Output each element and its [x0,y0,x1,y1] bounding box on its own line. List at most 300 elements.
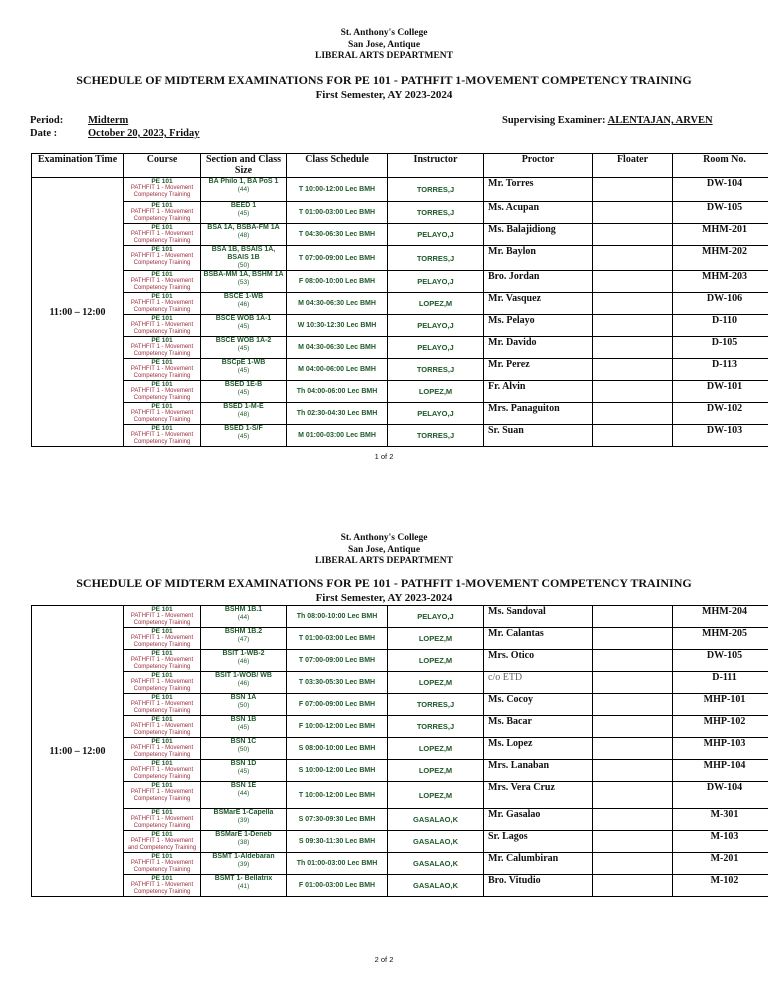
course-cell [124,738,201,760]
table-row [32,628,768,650]
class-schedule-cell: Th 04:00-06:00 Lec BMH [287,381,388,403]
course-cell [124,606,201,628]
date-value: October 20, 2023, Friday [88,128,200,139]
section-cell [201,606,287,628]
course-code: PE 101 [151,293,173,300]
room-cell: MHM-203 [673,271,768,293]
class-size: (47) [237,636,250,643]
room-cell: MHM-205 [673,628,768,650]
class-size: (46) [237,680,250,687]
course-code: PE 101 [151,202,173,209]
course-cell [124,359,201,381]
class-size: (45) [237,724,250,731]
table-row [32,760,768,782]
date-label: Date : [30,128,58,139]
course-cell [124,178,201,202]
class-size: (44) [237,186,250,193]
course-name-cont: and Competency Training [127,845,197,851]
floater-cell [593,606,673,628]
class-schedule-cell: W 10:30-12:30 Lec BMH [287,315,388,337]
table-row [32,337,768,359]
room-cell: M-201 [673,853,768,875]
floater-cell [593,271,673,293]
floater-cell [593,738,673,760]
course-name: PATHFIT 1 - Movement [130,816,194,822]
floater-cell [593,875,673,897]
course-code: PE 101 [151,672,173,679]
document-title: SCHEDULE OF MIDTERM EXAMINATIONS FOR PE 101 - PATHFIT 1-MOVEMENT COMPETENCY TRAINING [76,576,692,590]
proctor-cell: Mrs. Panaguiton [484,403,593,425]
instructor-cell: LOPEZ,M [388,628,484,650]
course-cell [124,716,201,738]
class-size: (53) [237,279,250,286]
proctor-cell: Mr. Calantas [484,628,593,650]
course-cell [124,202,201,224]
proctor-cell: Fr. Alvin [484,381,593,403]
course-name-cont: Competency Training [133,439,191,445]
floater-cell [593,403,673,425]
section-cell [201,628,287,650]
course-name-cont: Competency Training [133,620,191,626]
table-row [32,782,768,809]
class-schedule-cell: F 07:00-09:00 Lec BMH [287,694,388,716]
course-name-cont: Competency Training [133,823,191,829]
table-row [32,224,768,246]
course-code: PE 101 [151,875,173,882]
course-name-cont: Competency Training [133,260,191,266]
course-name: PATHFIT 1 - Movement [130,322,194,328]
section-name: BSN 1D [230,760,257,767]
course-cell [124,425,201,447]
exam-time-cell: 11:00 – 12:00 [32,606,124,897]
class-size: (48) [237,411,250,418]
course-name-cont: Competency Training [133,285,191,291]
course-name-cont: Competency Training [133,686,191,692]
period-line [30,114,129,128]
class-schedule-cell: T 01:00-03:00 Lec BMH [287,628,388,650]
room-cell: MHP-102 [673,716,768,738]
section-cell [201,650,287,672]
section-name: BSED 1-M-E [223,403,264,410]
header-room: Room No. [673,154,768,178]
instructor-cell: LOPEZ,M [388,738,484,760]
course-name: PATHFIT 1 - Movement [130,613,194,619]
course-code: PE 101 [151,359,173,366]
class-size: (50) [237,746,250,753]
course-name-cont: Competency Training [133,642,191,648]
table-row [32,809,768,831]
instructor-cell: GASALAO,K [388,875,484,897]
instructor-cell: PELAYO,J [388,606,484,628]
proctor-cell: Ms. Lopez [484,738,593,760]
floater-cell [593,337,673,359]
college-name: St. Anthony's College [340,28,428,38]
table-row [32,381,768,403]
proctor-cell: Ms. Pelayo [484,315,593,337]
course-cell [124,337,201,359]
course-cell [124,650,201,672]
section-cell [201,782,287,809]
course-name: PATHFIT 1 - Movement [130,701,194,707]
course-cell [124,694,201,716]
department-name: LIBERAL ARTS DEPARTMENT [315,51,453,61]
proctor-cell: Mr. Baylon [484,246,593,271]
class-size: (38) [237,839,250,846]
period-label: Period: [30,115,64,126]
course-name: PATHFIT 1 - Movement [130,635,194,641]
table-row [32,202,768,224]
proctor-cell: Bro. Jordan [484,271,593,293]
course-cell [124,293,201,315]
instructor-cell: PELAYO,J [388,403,484,425]
course-name: PATHFIT 1 - Movement [130,838,194,844]
course-code: PE 101 [151,315,173,322]
college-name: St. Anthony's College [340,533,428,543]
floater-cell [593,202,673,224]
course-cell [124,809,201,831]
section-name: BSBA-MM 1A, BSHM 1A [203,271,284,278]
header-exam-time: Examination Time [32,154,124,178]
class-schedule-cell: M 01:00-03:00 Lec BMH [287,425,388,447]
section-cell [201,315,287,337]
table-row [32,875,768,897]
section-name: BEED 1 [230,202,257,209]
room-cell: MHM-201 [673,224,768,246]
course-name-cont: Competency Training [133,752,191,758]
section-cell [201,337,287,359]
class-size: (45) [237,433,250,440]
section-cell [201,738,287,760]
course-name-cont: Competency Training [133,664,191,670]
class-schedule-cell: T 07:00-09:00 Lec BMH [287,246,388,271]
header-section: Section and Class Size [201,154,287,178]
room-cell: MHM-204 [673,606,768,628]
room-cell: DW-101 [673,381,768,403]
course-name: PATHFIT 1 - Movement [130,789,194,795]
table-row [32,403,768,425]
section-cell [201,875,287,897]
class-schedule-cell: T 07:00-09:00 Lec BMH [287,650,388,672]
document-subtitle: First Semester, AY 2023-2024 [315,592,453,604]
schedule-table-page1 [31,153,768,447]
room-cell: M-301 [673,809,768,831]
instructor-cell: TORRES,J [388,246,484,271]
course-name: PATHFIT 1 - Movement [130,723,194,729]
course-name: PATHFIT 1 - Movement [130,410,194,416]
table-row [32,425,768,447]
class-schedule-cell: T 03:30-05:30 Lec BMH [287,672,388,694]
instructor-cell: TORRES,J [388,425,484,447]
header-proctor: Proctor [484,154,593,178]
floater-cell [593,246,673,271]
room-cell: DW-102 [673,403,768,425]
course-name: PATHFIT 1 - Movement [130,767,194,773]
course-cell [124,831,201,853]
proctor-cell: Mr. Davido [484,337,593,359]
course-code: PE 101 [151,694,173,701]
course-code: PE 101 [151,831,173,838]
course-name-cont: Competency Training [133,329,191,335]
floater-cell [593,716,673,738]
section-name: BSCpE 1-WB [221,359,266,366]
proctor-cell: Ms. Cocoy [484,694,593,716]
college-location: San Jose, Antique [347,39,421,50]
course-name-cont: Competency Training [133,351,191,357]
table-row [32,738,768,760]
course-cell [124,224,201,246]
course-code: PE 101 [151,381,173,388]
room-cell: MHP-103 [673,738,768,760]
examiner-label: Supervising Examiner: [502,115,606,126]
course-name-cont: Competency Training [133,730,191,736]
course-cell [124,403,201,425]
header-floater: Floater [593,154,673,178]
course-code: PE 101 [151,760,173,767]
section-cell [201,425,287,447]
exam-time-cell: 11:00 – 12:00 [32,178,124,447]
class-size: (44) [237,614,250,621]
room-cell: MHP-104 [673,760,768,782]
section-name: BA Philo 1, BA PoS 1 [208,178,279,185]
section-name: BSCE 1-WB [223,293,264,300]
proctor-cell: Mr. Gasalao [484,809,593,831]
instructor-cell: PELAYO,J [388,337,484,359]
course-name: PATHFIT 1 - Movement [130,860,194,866]
floater-cell [593,628,673,650]
header-class-schedule: Class Schedule [287,154,388,178]
instructor-cell: TORRES,J [388,716,484,738]
course-code: PE 101 [151,178,173,185]
room-cell: D-113 [673,359,768,381]
page2-header [0,533,768,568]
section-cell [201,271,287,293]
proctor-cell: Ms. Acupan [484,202,593,224]
course-code: PE 101 [151,853,173,860]
course-cell [124,875,201,897]
room-cell: DW-104 [673,782,768,809]
section-cell [201,831,287,853]
course-cell [124,381,201,403]
class-schedule-cell: S 10:00-12:00 Lec BMH [287,760,388,782]
section-name: BSIT 1-WB-2 [222,650,265,657]
class-size: (48) [237,232,250,239]
section-cell [201,293,287,315]
class-schedule-cell: T 10:00-12:00 Lec BMH [287,782,388,809]
course-name: PATHFIT 1 - Movement [130,300,194,306]
class-schedule-cell: S 07:30-09:30 Lec BMH [287,809,388,831]
section-cell [201,672,287,694]
period-value: Midterm [88,115,129,126]
floater-cell [593,809,673,831]
floater-cell [593,782,673,809]
section-name: BSMarE 1-Capella [213,809,274,816]
section-name: BSA 1A, BSBA-FM 1A [207,224,280,231]
floater-cell [593,178,673,202]
course-code: PE 101 [151,271,173,278]
course-name-cont: Competency Training [133,192,191,198]
instructor-cell: TORRES,J [388,178,484,202]
floater-cell [593,831,673,853]
table-row [32,716,768,738]
course-code: PE 101 [151,809,173,816]
course-name: PATHFIT 1 - Movement [130,679,194,685]
section-name: BSCE WOB 1A-1 [215,315,272,322]
proctor-cell: Mr. Calumbiran [484,853,593,875]
proctor-cell: Mr. Torres [484,178,593,202]
course-name: PATHFIT 1 - Movement [130,882,194,888]
floater-cell [593,224,673,246]
class-schedule-cell: T 10:00-12:00 Lec BMH [287,178,388,202]
course-name: PATHFIT 1 - Movement [130,209,194,215]
proctor-cell: Mrs. Lanaban [484,760,593,782]
class-size: (50) [237,262,250,269]
course-name: PATHFIT 1 - Movement [130,366,194,372]
floater-cell [593,694,673,716]
room-cell: D-105 [673,337,768,359]
class-schedule-cell: Th 01:00-03:00 Lec BMH [287,853,388,875]
class-size: (45) [237,210,250,217]
table-row [32,694,768,716]
proctor-cell: Mr. Perez [484,359,593,381]
class-schedule-cell: M 04:30-06:30 Lec BMH [287,293,388,315]
section-cell [201,403,287,425]
page2-title-block [0,576,768,605]
instructor-cell: PELAYO,J [388,224,484,246]
course-code: PE 101 [151,738,173,745]
section-name: BSCE WOB 1A-2 [215,337,272,344]
floater-cell [593,650,673,672]
course-name-cont: Competency Training [133,889,191,895]
course-name-cont: Competency Training [133,867,191,873]
examiner-line [502,114,713,128]
instructor-cell: LOPEZ,M [388,650,484,672]
room-cell: M-102 [673,875,768,897]
section-name: BSED 1E-B [224,381,263,388]
course-name: PATHFIT 1 - Movement [130,344,194,350]
section-name: BSMT 1- Bellatrix [214,875,273,882]
class-size: (46) [237,301,250,308]
section-name: BSN 1E [230,782,257,789]
room-cell: DW-106 [673,293,768,315]
class-schedule-cell: S 09:30-11:30 Lec BMH [287,831,388,853]
section-cell [201,716,287,738]
section-cell [201,246,287,271]
header-instructor: Instructor [388,154,484,178]
section-name: BSED 1-S/F [224,425,263,432]
course-code: PE 101 [151,403,173,410]
proctor-cell: Sr. Suan [484,425,593,447]
table-row [32,672,768,694]
table-row [32,831,768,853]
table-row [32,246,768,271]
class-size: (46) [237,658,250,665]
section-name: BSN 1C [230,738,257,745]
instructor-cell: GASALAO,K [388,809,484,831]
section-cell [201,202,287,224]
table-row [32,293,768,315]
class-size: (44) [237,790,250,797]
proctor-cell: Ms. Balajidiong [484,224,593,246]
proctor-cell: Mr. Vasquez [484,293,593,315]
instructor-cell: PELAYO,J [388,315,484,337]
course-code: PE 101 [151,337,173,344]
room-cell: DW-104 [673,178,768,202]
room-cell: MHM-202 [673,246,768,271]
course-cell [124,271,201,293]
course-name: PATHFIT 1 - Movement [130,388,194,394]
class-schedule-cell: T 01:00-03:00 Lec BMH [287,202,388,224]
document-title: SCHEDULE OF MIDTERM EXAMINATIONS FOR PE 101 - PATHFIT 1-MOVEMENT COMPETENCY TRAINING [76,73,692,87]
instructor-cell: TORRES,J [388,202,484,224]
table-row [32,315,768,337]
section-name: BSA 1B, BSAIS 1A, BSAIS 1B [211,246,276,261]
class-schedule-cell: Th 02:30-04:30 Lec BMH [287,403,388,425]
room-cell: D-110 [673,315,768,337]
course-name: PATHFIT 1 - Movement [130,657,194,663]
table-row [32,650,768,672]
course-code: PE 101 [151,716,173,723]
course-cell [124,760,201,782]
proctor-cell: Mrs. Otico [484,650,593,672]
page1-header [0,28,768,63]
class-size: (41) [237,883,250,890]
class-schedule-cell: S 08:00-10:00 Lec BMH [287,738,388,760]
course-cell [124,628,201,650]
class-schedule-cell: M 04:30-06:30 Lec BMH [287,337,388,359]
section-cell [201,178,287,202]
section-name: BSN 1B [230,716,257,723]
course-code: PE 101 [151,628,173,635]
page1-title-block [0,73,768,102]
proctor-cell: Ms. Sandoval [484,606,593,628]
course-code: PE 101 [151,246,173,253]
instructor-cell: LOPEZ,M [388,293,484,315]
class-size: (50) [237,702,250,709]
class-schedule-cell: F 10:00-12:00 Lec BMH [287,716,388,738]
course-code: PE 101 [151,425,173,432]
course-name-cont: Competency Training [133,373,191,379]
course-name-cont: Competency Training [133,216,191,222]
section-name: BSHM 1B.1 [224,606,263,613]
class-size: (45) [237,345,250,352]
course-code: PE 101 [151,650,173,657]
department-name: LIBERAL ARTS DEPARTMENT [315,556,453,566]
section-name: BSHM 1B.2 [224,628,263,635]
class-size: (45) [237,768,250,775]
proctor-cell: Mrs. Vera Cruz [484,782,593,809]
examiner-value: ALENTAJAN, ARVEN [607,115,713,126]
course-name: PATHFIT 1 - Movement [130,185,194,191]
schedule-table-page2 [31,605,768,897]
course-cell [124,853,201,875]
page-number-1: 1 of 2 [374,452,394,461]
section-name: BSMarE 1-Deneb [215,831,272,838]
floater-cell [593,359,673,381]
instructor-cell: LOPEZ,M [388,782,484,809]
section-cell [201,359,287,381]
date-line [30,127,200,141]
class-size: (45) [237,389,250,396]
table-row [32,359,768,381]
floater-cell [593,315,673,337]
section-name: BSMT 1-Aldebaran [212,853,275,860]
course-name: PATHFIT 1 - Movement [130,253,194,259]
section-name: BSIT 1-WOB/ WB [215,672,272,679]
instructor-cell: GASALAO,K [388,831,484,853]
floater-cell [593,672,673,694]
page-number-2: 2 of 2 [374,955,394,964]
course-name: PATHFIT 1 - Movement [130,745,194,751]
